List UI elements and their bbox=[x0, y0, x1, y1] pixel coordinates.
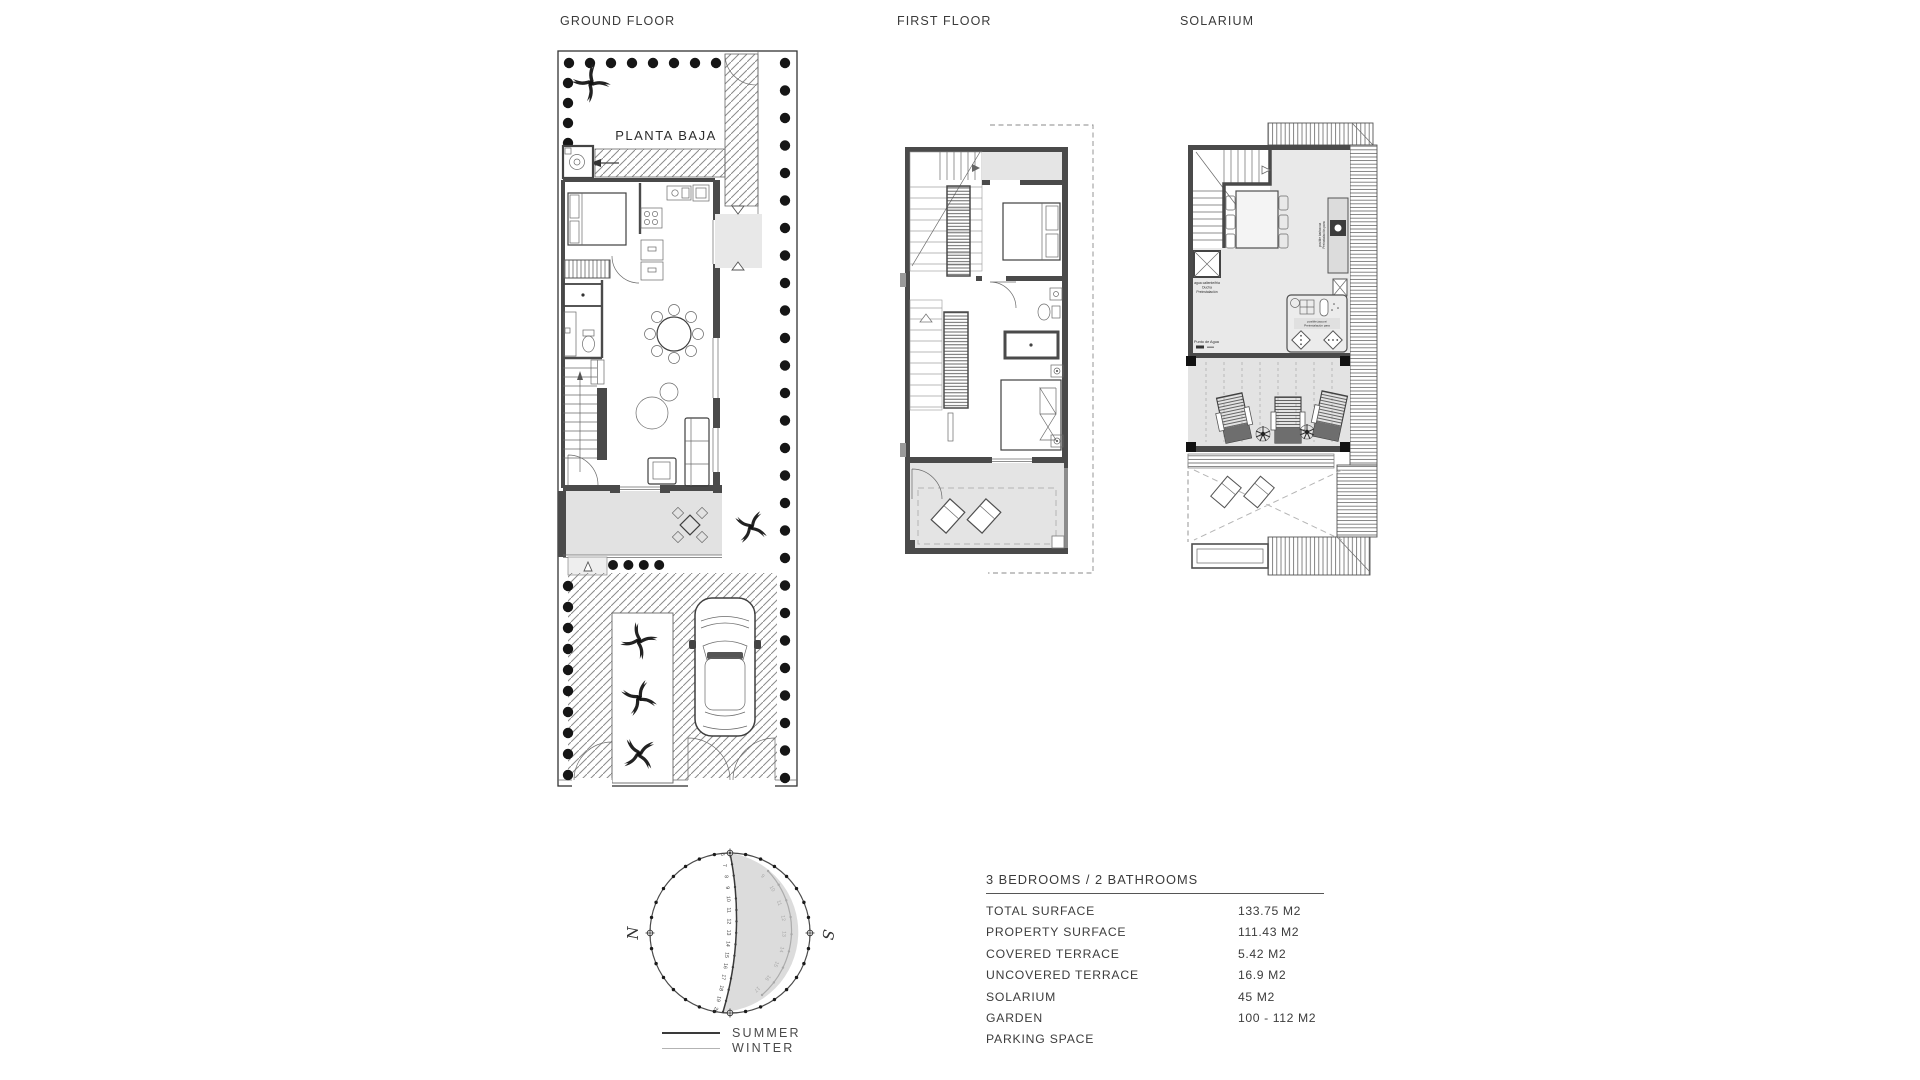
hedge-dots-right bbox=[780, 58, 790, 783]
bedroom bbox=[564, 193, 639, 283]
sun-legend bbox=[662, 1026, 832, 1056]
spec-table-header: 3 BEDROOMS / 2 BATHROOMS bbox=[986, 872, 1324, 894]
svg-text:13: 13 bbox=[780, 930, 787, 937]
legend-row-winter bbox=[662, 1041, 832, 1055]
svg-text:10: 10 bbox=[724, 895, 732, 903]
svg-text:16: 16 bbox=[721, 962, 729, 970]
stair-flight bbox=[947, 186, 970, 276]
spec-value: 5.42 M2 bbox=[1238, 946, 1287, 961]
planter bbox=[1192, 544, 1268, 568]
hedge-dots-top bbox=[564, 58, 721, 68]
table-row bbox=[986, 1029, 1324, 1050]
svg-text:19: 19 bbox=[714, 995, 722, 1003]
svg-text:Preinstalación: Preinstalación bbox=[1196, 290, 1218, 294]
svg-text:6: 6 bbox=[718, 852, 726, 857]
table-row bbox=[986, 922, 1324, 943]
terrace bbox=[905, 463, 1064, 554]
svg-text:13: 13 bbox=[725, 929, 732, 936]
spec-label: UNCOVERED TERRACE bbox=[986, 968, 1139, 983]
landing bbox=[982, 152, 1062, 180]
winter-label: WINTER bbox=[732, 1041, 795, 1055]
svg-text:11: 11 bbox=[725, 907, 732, 913]
solarium-title: SOLARIUM bbox=[1180, 14, 1255, 28]
utility-room bbox=[563, 146, 593, 178]
svg-text:9: 9 bbox=[759, 873, 766, 880]
spec-label: PARKING SPACE bbox=[986, 1032, 1095, 1047]
palm-tree-icon bbox=[726, 502, 776, 552]
car-icon bbox=[689, 598, 761, 736]
svg-text:17: 17 bbox=[752, 984, 761, 994]
table-row bbox=[986, 965, 1324, 986]
first-floor-title: FIRST FLOOR bbox=[897, 14, 992, 28]
living-room bbox=[568, 383, 709, 486]
svg-text:14: 14 bbox=[724, 940, 731, 947]
svg-text:10: 10 bbox=[767, 884, 776, 893]
stairs-lower bbox=[910, 300, 968, 441]
sun-path-diagram bbox=[620, 843, 840, 1028]
table-row bbox=[986, 987, 1324, 1008]
ground-floor-plan bbox=[555, 38, 805, 803]
svg-text:agua caliente/fria: agua caliente/fria bbox=[1194, 281, 1220, 285]
south-label: S bbox=[818, 928, 838, 942]
svg-text:12: 12 bbox=[779, 914, 787, 922]
parking bbox=[563, 573, 777, 787]
svg-text:20: 20 bbox=[711, 1006, 719, 1014]
front-garden bbox=[563, 58, 721, 148]
kitchen bbox=[640, 183, 709, 280]
side-porch bbox=[715, 206, 762, 270]
stairwell bbox=[910, 152, 982, 271]
table-row bbox=[986, 1008, 1324, 1029]
svg-text:17: 17 bbox=[719, 973, 727, 981]
hedge-dots-left-garden bbox=[563, 78, 573, 148]
svg-text:posible barbacoa: posible barbacoa bbox=[1318, 222, 1322, 248]
spec-label: GARDEN bbox=[986, 1011, 1043, 1026]
sun-lounger bbox=[1271, 397, 1305, 443]
summer-label: SUMMER bbox=[732, 1026, 801, 1040]
svg-text:18: 18 bbox=[717, 984, 725, 992]
spec-value: 111.43 M2 bbox=[1238, 925, 1300, 940]
spec-value: 133.75 M2 bbox=[1238, 904, 1301, 918]
table-row bbox=[986, 944, 1324, 965]
spec-table-rows bbox=[986, 901, 1324, 1051]
outdoor-dining-table bbox=[1226, 191, 1288, 248]
summer-line-swatch bbox=[662, 1032, 720, 1034]
svg-text:8: 8 bbox=[722, 874, 729, 879]
svg-text:12: 12 bbox=[725, 918, 732, 925]
roof-hatch-right bbox=[1350, 145, 1377, 465]
svg-text:7: 7 bbox=[721, 863, 728, 868]
spec-table bbox=[986, 872, 1324, 1051]
armchair bbox=[648, 458, 676, 484]
svg-text:Ducha: Ducha bbox=[1202, 285, 1212, 290]
svg-text:16: 16 bbox=[763, 973, 772, 982]
winter-line-swatch bbox=[662, 1048, 720, 1049]
ground-floor-title: GROUND FLOOR bbox=[560, 14, 676, 28]
svg-text:posible jacuzzi: posible jacuzzi bbox=[1307, 319, 1327, 324]
svg-text:Preinstalación para: Preinstalación para bbox=[1322, 221, 1326, 249]
hedge-dots-mid bbox=[608, 560, 664, 570]
table-row bbox=[986, 901, 1324, 922]
north-label: N bbox=[624, 926, 642, 940]
dining-table bbox=[645, 305, 704, 364]
roof-hatch-top bbox=[1268, 123, 1373, 145]
svg-text:14: 14 bbox=[777, 945, 785, 953]
spec-label: PROPERTY SURFACE bbox=[986, 925, 1127, 940]
svg-text:15: 15 bbox=[723, 951, 730, 959]
spec-value: 100 - 112 M2 bbox=[1238, 1011, 1317, 1026]
svg-text:9: 9 bbox=[723, 886, 731, 890]
bedroom-1 bbox=[976, 203, 1062, 281]
first-floor-plan bbox=[892, 116, 1107, 586]
covered-terrace bbox=[558, 485, 776, 558]
planta-baja-label: PLANTA BAJA bbox=[615, 128, 717, 143]
jacuzzi-preinstall bbox=[1287, 295, 1347, 352]
spec-label: COVERED TERRACE bbox=[986, 946, 1120, 961]
svg-text:Preinstalación para: Preinstalación para bbox=[1304, 323, 1330, 328]
pergola bbox=[1186, 353, 1350, 452]
house bbox=[563, 180, 721, 491]
sofa bbox=[685, 418, 709, 486]
bathroom bbox=[563, 280, 602, 358]
spec-value: 45 M2 bbox=[1238, 989, 1275, 1004]
bathroom bbox=[990, 282, 1062, 358]
spec-label: TOTAL SURFACE bbox=[986, 904, 1096, 918]
spec-label: SOLARIUM bbox=[986, 989, 1057, 1004]
svg-text:Punto de Agua: Punto de Agua bbox=[1194, 340, 1219, 344]
svg-text:11: 11 bbox=[775, 899, 783, 907]
spec-value: 16.9 M2 bbox=[1238, 968, 1287, 983]
legend-row-summer bbox=[662, 1026, 832, 1040]
svg-text:15: 15 bbox=[771, 960, 780, 969]
solarium-plan bbox=[1174, 112, 1389, 592]
